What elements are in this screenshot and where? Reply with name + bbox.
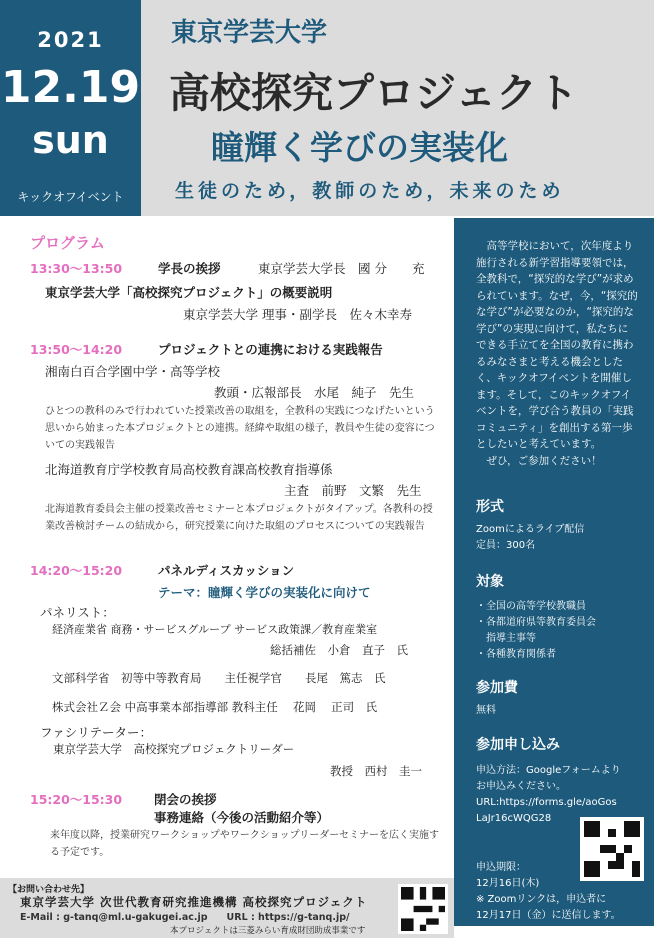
target-item: ・各都道府県等教育委員会 [476, 617, 596, 628]
deadline [476, 860, 621, 924]
time-3: 14:20〜15:20 [30, 563, 123, 578]
info-sidebar [454, 218, 654, 926]
format-heading: 形式 [476, 499, 504, 515]
form-url[interactable]: LaJr16cWQG28 [476, 813, 552, 824]
target-list [476, 599, 596, 663]
presenter-org: 北海道教育庁学校教育局高校教育課高校教育指導係 [45, 462, 333, 477]
presenter-org: 湘南白百合学園中学・高等学校 [45, 364, 221, 379]
intro-text [476, 238, 638, 469]
speaker: 東京学芸大学長 國 分 充 [258, 261, 425, 276]
year: 2021 [37, 28, 104, 52]
footer [0, 878, 454, 938]
project-title: 高校探究プロジェクト [169, 69, 579, 117]
intro-call: ぜひ，ご参加ください！ [476, 454, 602, 467]
closing-description: 来年度以降，授業研究ワークショップやワークショップリーダーセミナーを広く実施する予定です。 [50, 830, 439, 858]
panelist: 株式会社Ｚ会 中高事業本部指導部 教科主任 花岡 正司 氏 [52, 700, 378, 714]
session-title: プロジェクトとの連携における実践報告 [158, 342, 383, 357]
target-item: ・各種教育関係者 [476, 649, 556, 660]
fee: 無料 [476, 705, 496, 716]
subtitle: 瞳輝く学びの実装化 [211, 128, 508, 167]
time-1: 13:30〜13:50 [30, 261, 123, 276]
header [141, 0, 654, 216]
website-qr-code[interactable] [398, 884, 448, 934]
session-subtitle: 東京学芸大学「高校探究プロジェクト」の概要説明 [45, 285, 333, 300]
deadline-line: 申込期限： [476, 862, 526, 873]
format-line: 定員：300名 [476, 540, 536, 551]
presenter-name: 主査 前野 文繁 先生 [284, 483, 422, 498]
presentation-description: ひとつの教科のみで行われていた授業改善の取組を，全教科の実践につなげたいという思いから始まった本プロジェクトとの連携。経緯や取組の様子，教員や生徒の変容についての実践報告 [45, 406, 435, 451]
format-line: Zoomによるライブ配信 [476, 524, 585, 535]
form-url[interactable]: URL:https://forms.gle/aoGos [476, 797, 617, 808]
facilitator-name: 教授 西村 圭一 [330, 764, 422, 778]
session-title: 学長の挨拶 [158, 261, 221, 276]
deadline-line: ※ Zoomリンクは，申込者に [476, 894, 607, 905]
time-4: 15:20〜15:30 [30, 792, 123, 807]
contact-org: 東京学芸大学 次世代教育研究推進機構 高校探究プロジェクト [20, 895, 368, 909]
panelist: 文部科学省 初等中等教育局 主任視学官 長尾 篤志 氏 [52, 671, 386, 685]
presentation-description: 北海道教育委員会主催の授業改善セミナーと本プロジェクトがタイアップ。各教科の授業改善検討チームの結成から，研究授業に向けた取組のプロセスについての実践報告 [45, 504, 433, 532]
target-heading: 対象 [476, 574, 504, 590]
presenter-name: 教頭・広報部長 水尾 純子 先生 [214, 385, 415, 400]
event-type: キックオフイベント [17, 190, 124, 204]
session-title: 閉会の挨拶 [154, 792, 217, 807]
university-name: 東京学芸大学 [171, 18, 328, 48]
target-item: 指導主事等 [476, 633, 536, 644]
day: 12.19 [0, 62, 141, 113]
date-panel [0, 0, 141, 216]
panelist-org: 経済産業省 商務・サービスグループ サービス政策課／教育産業室 [52, 623, 378, 636]
panel-theme: テーマ：瞳輝く学びの実装化に向けて [158, 585, 371, 600]
contact-label: 【お問い合わせ先】 [8, 885, 90, 895]
facilitator-label: ファシリテーター： [40, 725, 153, 740]
deadline-line: 12月17日（金）に送信します。 [476, 910, 621, 921]
fee-heading: 参加費 [476, 680, 518, 696]
tagline: 生徒のため，教師のため，未来のため [175, 180, 565, 202]
contact-info[interactable]: E-Mail : g-tanq@ml.u-gakugei.ac.jp URL : https://g-tanq.jp/ [20, 912, 350, 923]
apply-line: お申込みください。 [476, 781, 566, 792]
program-heading: プログラム [30, 234, 105, 252]
facilitator-org: 東京学芸大学 高校探究プロジェクトリーダー [53, 742, 295, 756]
grant-note: 本プロジェクトは三菱みらい育成財団助成事業です [170, 926, 366, 936]
weekday: sun [32, 118, 109, 162]
panelist-name: 総括補佐 小倉 直子 氏 [270, 643, 408, 657]
session-title-2: 事務連絡（今後の活動紹介等） [154, 810, 330, 825]
format-details [476, 522, 584, 554]
deadline-line: 12月16日(木) [476, 878, 540, 889]
session-title: パネルディスカッション [158, 563, 295, 578]
intro-paragraph: 高等学校において，次年度より施行される新学習指導要領では，全教科で，“探究的な学び”が求められています。なぜ，今，“探究的な学び”が必要なのか，“探究的な学び”の実現に向けて，私たちにできる手立てを全国の教育に携わるみなさまと考える機会としたく、キックオフイベントを開催します。そして，このキックオフイベントを，学び合う教員の「実践コミュニティ」を創出する第一歩としたいと考えています。 [476, 240, 638, 450]
speaker: 東京学芸大学 理事・副学長 佐々木幸寿 [183, 307, 412, 322]
target-item: ・全国の高等学校教職員 [476, 601, 586, 612]
panelists-label: パネリスト： [40, 605, 115, 620]
time-2: 13:50〜14:20 [30, 342, 123, 357]
apply-line: 申込方法：Googleフォームより [476, 765, 621, 776]
apply-heading: 参加申し込み [476, 737, 560, 753]
